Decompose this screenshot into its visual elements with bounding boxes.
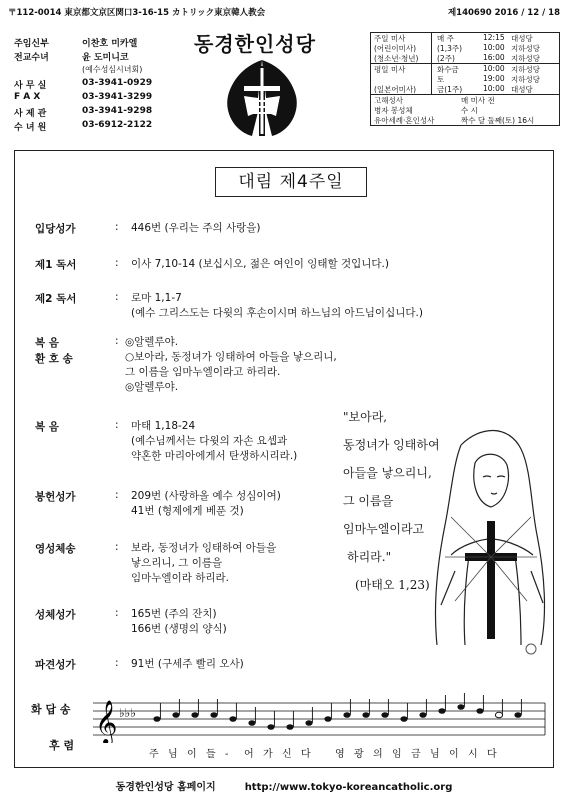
text-line: 446번 (우리는 주의 사랑을) xyxy=(131,222,261,234)
lyric-syllable: 이 xyxy=(449,749,460,760)
schedule-cell: 대성당 xyxy=(511,85,533,94)
footer-church-name: 동경한인성당 홈페이지 xyxy=(115,782,216,793)
recessional-label: 파견성가 xyxy=(35,659,76,671)
gospel-label: 복 음 xyxy=(35,421,59,433)
staff-value: (예수성심시녀회) xyxy=(82,65,143,74)
treble-clef-icon: 𝄞 xyxy=(95,700,118,743)
mass-schedule xyxy=(370,32,560,126)
colon: : xyxy=(115,221,119,233)
colon: : xyxy=(115,419,119,431)
lyric-syllable: 임 xyxy=(392,749,403,760)
schedule-cell: 지하성당 xyxy=(511,44,540,53)
music-note xyxy=(267,724,274,730)
music-note xyxy=(457,704,464,710)
handwritten-line: 하리라." xyxy=(347,550,392,564)
schedule-cell: 12:15 xyxy=(483,33,505,42)
lyric-syllable: 님 xyxy=(168,749,179,760)
colon: : xyxy=(115,257,119,269)
refrain-lyrics xyxy=(149,745,506,760)
schedule-cell: (청소년·청년) xyxy=(374,54,419,63)
schedule-cell: 주일 미사 xyxy=(374,34,406,43)
recessional-value xyxy=(131,657,244,672)
schedule-row xyxy=(371,105,559,115)
schedule-cell: 16:00 xyxy=(483,53,505,62)
schedule-row xyxy=(371,115,559,125)
schedule-cell: 병자 봉성체 xyxy=(374,106,413,115)
schedule-cell: (2주) xyxy=(437,54,455,63)
text-line: ○보아라, 동정녀가 잉태하여 아들을 낳으리니, xyxy=(125,351,337,363)
music-note xyxy=(343,712,350,718)
schedule-cell: (일본어미사) xyxy=(374,85,417,94)
text-line: 로마 1,1-7 xyxy=(131,292,182,304)
staff-value: 03-3941-3299 xyxy=(82,92,153,102)
schedule-row xyxy=(371,84,559,94)
music-note xyxy=(229,716,236,722)
schedule-cell: 10:00 xyxy=(483,84,505,93)
staff-value: 이찬호 미카엘 xyxy=(82,39,138,49)
acclamation-label-1: 복 음 xyxy=(35,337,59,349)
acclamation-label-2: 환 호 송 xyxy=(35,353,73,365)
schedule-cell: 지하성당 xyxy=(511,65,540,74)
schedule-cell: 유아세례·혼인성사 xyxy=(374,116,435,125)
responsory-music xyxy=(21,685,549,765)
text-line: 209번 (사랑하올 예수 성심이여) xyxy=(131,490,281,502)
schedule-cell: 매 주 xyxy=(437,34,454,43)
handwritten-line: 임마누엘이라고 xyxy=(343,522,425,536)
music-note xyxy=(324,716,331,722)
schedule-cell: 매 미사 전 xyxy=(461,96,495,105)
music-note xyxy=(210,712,217,718)
schedule-cell: 지하성당 xyxy=(511,54,540,63)
staff-label: 수 녀 원 xyxy=(14,123,47,133)
schedule-cell: (1,3주) xyxy=(437,44,463,53)
schedule-cell: 10:00 xyxy=(483,64,505,73)
text-line: 낳으리니, 그 이름을 xyxy=(131,557,223,569)
schedule-cell: (어린이미사) xyxy=(374,44,417,53)
church-logo xyxy=(214,56,310,140)
text-line: (예수님께서는 다윗의 자손 요셉과 xyxy=(131,435,288,447)
music-note xyxy=(476,708,483,714)
staff-label: 주임신부 xyxy=(14,39,49,49)
lyric-syllable: 신 xyxy=(282,749,293,760)
acclamation-value xyxy=(125,335,337,395)
offertory-label: 봉헌성가 xyxy=(35,491,76,503)
schedule-cell: 수 시 xyxy=(461,106,478,115)
text-line: (예수 그리스도는 다윗의 후손이시며 하느님의 아드님이십니다.) xyxy=(131,307,423,319)
responsory-label: 화 답 송 xyxy=(31,703,71,716)
staff-value: 윤 도미니코 xyxy=(82,53,129,63)
music-note xyxy=(286,724,293,730)
lyric-syllable: 님 xyxy=(430,749,441,760)
sunday-mass-block xyxy=(371,33,559,64)
lyric-syllable: 의 xyxy=(373,749,384,760)
homepage-link[interactable]: http://www.tokyo-koreancatholic.org xyxy=(244,782,453,793)
text-line: ◎알렐루야. xyxy=(125,381,179,393)
communion-ant-value xyxy=(131,541,276,586)
schedule-cell: 대성당 xyxy=(511,34,533,43)
schedule-row xyxy=(371,53,559,63)
top-bar xyxy=(8,4,560,20)
handwritten-line: (마태오 1,23) xyxy=(355,578,430,592)
schedule-row xyxy=(371,33,559,43)
staff-value: 03-6912-2122 xyxy=(82,120,153,130)
schedule-cell: 금(1주) xyxy=(437,85,463,94)
weekday-mass-block xyxy=(371,64,559,95)
communion-ant-label: 영성체송 xyxy=(35,543,76,555)
text-line: 165번 (주의 잔치) xyxy=(131,608,217,620)
music-note xyxy=(248,720,255,726)
reading1-label: 제1 독서 xyxy=(35,259,77,271)
entrance-value xyxy=(131,221,261,236)
staff-label: 사 무 실 xyxy=(14,81,47,91)
text-line: 41번 (형제에게 베푼 것) xyxy=(131,505,244,517)
lyric-syllable: 가 xyxy=(263,749,274,760)
music-note xyxy=(191,712,198,718)
lyric-syllable: 다 xyxy=(487,749,498,760)
schedule-row xyxy=(371,64,559,74)
sunday-title: 대림 제4주일 xyxy=(215,167,367,197)
lyric-syllable: 어 xyxy=(244,749,255,760)
issue-number: 제140690 2016 / 12 / 18 xyxy=(447,8,560,18)
staff-label: 사 제 관 xyxy=(14,109,47,119)
schedule-row xyxy=(371,43,559,53)
gospel-value xyxy=(131,419,297,464)
colon: : xyxy=(115,335,119,347)
handwritten-line: 아들을 낳으리니, xyxy=(343,466,432,480)
colon: : xyxy=(115,607,119,619)
text-line: 약혼한 마리아에게서 탄생하시리라.) xyxy=(131,450,298,462)
schedule-cell: 화수금 xyxy=(437,65,459,74)
colon: : xyxy=(115,489,119,501)
reading2-value xyxy=(131,291,423,321)
staff-label: 전교수녀 xyxy=(14,53,49,63)
lyric-syllable: 광 xyxy=(354,749,365,760)
sacraments-block xyxy=(371,95,559,125)
text-line: 임마누엘이라 하리라. xyxy=(131,572,229,584)
schedule-cell: 짝수 달 둘째(토) 16시 xyxy=(461,116,535,125)
schedule-cell: 10:00 xyxy=(483,43,505,52)
liturgy-box xyxy=(14,150,554,768)
music-note xyxy=(438,708,445,714)
offertory-value xyxy=(131,489,281,519)
staff-value: 03-3941-0929 xyxy=(82,78,153,88)
virgin-mary-illustration xyxy=(341,405,553,659)
schedule-row xyxy=(371,95,559,105)
reading2-label: 제2 독서 xyxy=(35,293,77,305)
bulletin-header xyxy=(8,22,560,140)
entrance-label: 입당성가 xyxy=(35,223,76,235)
lyric-syllable: 주 xyxy=(149,749,160,760)
schedule-cell: 지하성당 xyxy=(511,75,540,84)
music-note xyxy=(495,712,502,718)
schedule-row xyxy=(371,74,559,84)
flat-icon: ♭♭♭ xyxy=(119,706,136,720)
colon: : xyxy=(115,291,119,303)
church-address: 〒112-0014 東京都文京区関口3-16-15 カトリック東京韓人教会 xyxy=(8,8,266,18)
lyric-syllable: - xyxy=(225,749,229,760)
music-note xyxy=(514,712,521,718)
schedule-cell: 토 xyxy=(437,75,445,84)
music-note xyxy=(381,712,388,718)
reading1-value xyxy=(131,257,389,272)
schedule-cell: 고해성사 xyxy=(374,96,403,105)
text-line: 91번 (구세주 빨리 오사) xyxy=(131,658,244,670)
music-note xyxy=(153,716,160,722)
lyric-syllable: 영 xyxy=(335,749,346,760)
schedule-cell: 평일 미사 xyxy=(374,65,406,74)
music-note xyxy=(419,712,426,718)
text-line: ◎알렐루야. xyxy=(125,336,179,348)
text-line: 보라, 동정녀가 잉태하여 아들을 xyxy=(131,542,277,554)
text-line: 마태 1,18-24 xyxy=(131,420,196,432)
lyric-syllable: 들 xyxy=(206,749,217,760)
church-title: 동경한인성당 xyxy=(194,32,316,56)
music-note xyxy=(362,712,369,718)
text-line: 그 이름을 임마누엘이라고 하리라. xyxy=(125,366,281,378)
music-note xyxy=(305,720,312,726)
lyric-syllable: 이 xyxy=(187,749,198,760)
colon: : xyxy=(115,657,119,669)
music-note xyxy=(172,712,179,718)
music-staff xyxy=(93,693,549,743)
handwritten-line: 그 이름을 xyxy=(343,494,394,508)
refrain-label: 후 렴 xyxy=(49,739,75,752)
lyric-syllable: 금 xyxy=(411,749,422,760)
handwritten-line: 동정녀가 잉태하여 xyxy=(343,438,440,452)
communion-value xyxy=(131,607,227,637)
staff-value: 03-3941-9298 xyxy=(82,106,153,116)
colon: : xyxy=(115,541,119,553)
staff-label: F A X xyxy=(14,92,41,102)
lyric-syllable: 다 xyxy=(301,749,312,760)
communion-label: 성체성가 xyxy=(35,609,76,621)
handwritten-line: "보아라, xyxy=(343,410,388,424)
schedule-cell: 19:00 xyxy=(483,74,505,83)
music-note xyxy=(400,716,407,722)
text-line: 이사 7,10-14 (보십시오, 젊은 여인이 잉태할 것입니다.) xyxy=(131,258,389,270)
footer xyxy=(0,778,568,793)
lyric-syllable: 시 xyxy=(468,749,479,760)
text-line: 166번 (생명의 양식) xyxy=(131,623,227,635)
